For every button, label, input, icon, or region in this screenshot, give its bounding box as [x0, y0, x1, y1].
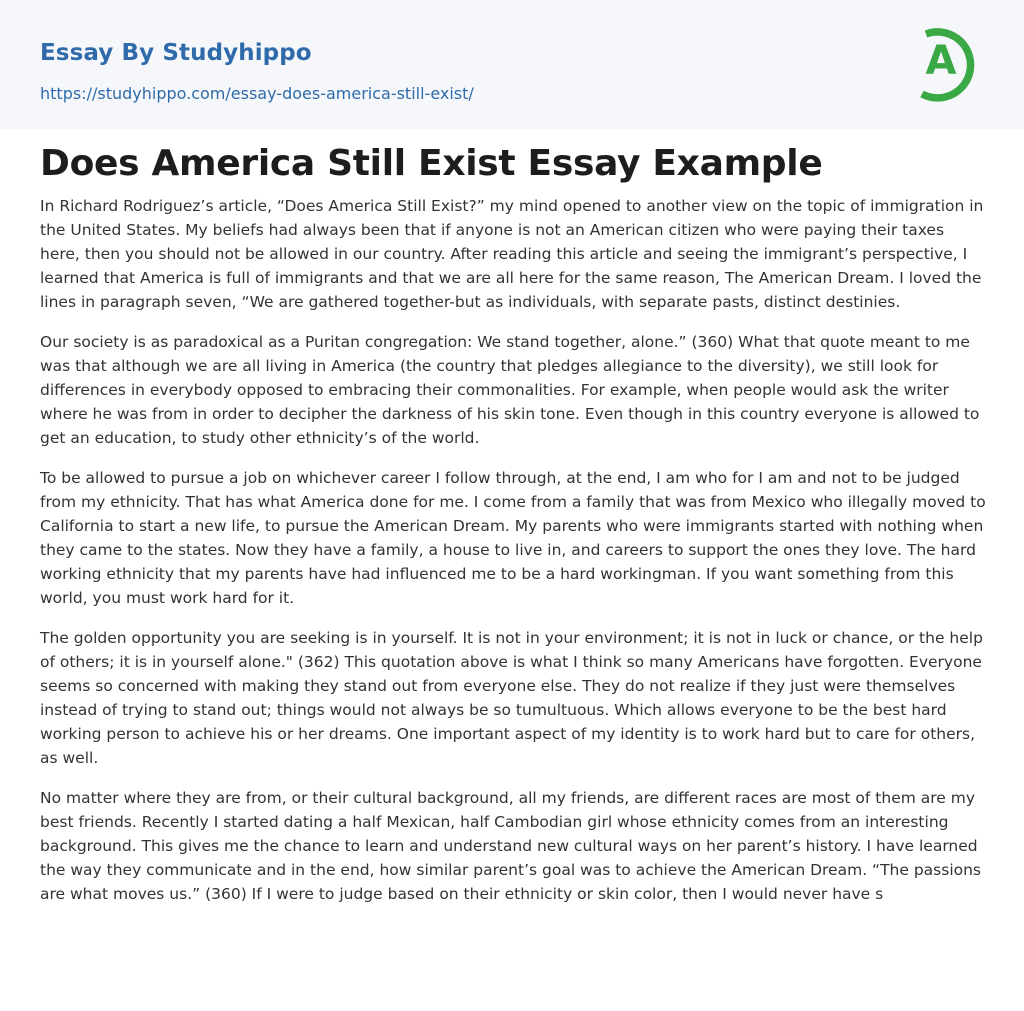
essay-paragraph: No matter where they are from, or their cultural background, all my friends, are different races are most of them are my best friends. Recently I started dating a half Mexican, half Cambodian girl whose ethnicity comes from an interesting background. This gives me the chance to learn and understand new cultural ways on her parent’s history. I have learned the way they communicate and in the end, how similar parent’s goal was to achieve the American Dream. “The passions are what moves us.” (360) If I were to judge based on their ethnicity or skin color, then I would never have s [40, 789, 982, 903]
site-header [0, 0, 1024, 129]
studyhippo-logo-icon[interactable] [912, 19, 988, 107]
essay-paragraph: The golden opportunity you are seeking is in yourself. It is not in your environment; it is not in luck or chance, or the help of others; it is in yourself alone." (362) This quotation above is what I think so many Americans have forgotten. Everyone seems so concerned with making they stand out from everyone else. They do not realize if they just were themselves instead of trying to stand out; things would not always be so tumultuous. Which allows everyone to be the best hard working person to achieve his or her dreams. One important aspect of my identity is to work hard but to care for others, as well. [40, 629, 983, 767]
logo-letter: A [925, 38, 957, 84]
essay-paragraph: In Richard Rodriguez’s article, “Does America Still Exist?” my mind opened to another view on the topic of immigration in the United States. My beliefs had always been that if anyone is not an American citizen who were paying their taxes here, then you should not be allowed in our country. After reading this article and seeing the immigrant’s perspective, I learned that America is full of immigrants and that we are all here for the same reason, The American Dream. I loved the lines in paragraph seven, “We are gathered together-but as individuals, with separate pasts, distinct destinies. [40, 197, 984, 311]
essay-body [40, 194, 988, 922]
site-brand[interactable]: Essay By Studyhippo [40, 40, 312, 66]
essay-url-link[interactable]: https://studyhippo.com/essay-does-america-still-exist/ [40, 84, 474, 103]
page-title: Does America Still Exist Essay Example [40, 143, 823, 184]
essay-paragraph: To be allowed to pursue a job on whichever career I follow through, at the end, I am who for I am and not to be judged from my ethnicity. That has what America done for me. I come from a family that was from Mexico who illegally moved to California to start a new life, to pursue the American Dream. My parents who were immigrants started with nothing when they came to the states. Now they have a family, a house to live in, and careers to support the ones they love. The hard working ethnicity that my parents have had influenced me to be a hard workingman. If you want something from this world, you must work hard for it. [40, 469, 986, 607]
essay-paragraph: Our society is as paradoxical as a Puritan congregation: We stand together, alone.” (360) What that quote meant to me was that although we are all living in America (the country that pledges allegiance to the diversity), we still look for differences in everybody opposed to embracing their commonalities. For example, when people would ask the writer where he was from in order to decipher the darkness of his skin tone. Even though in this country everyone is allowed to get an education, to study other ethnicity’s of the world. [40, 333, 980, 447]
